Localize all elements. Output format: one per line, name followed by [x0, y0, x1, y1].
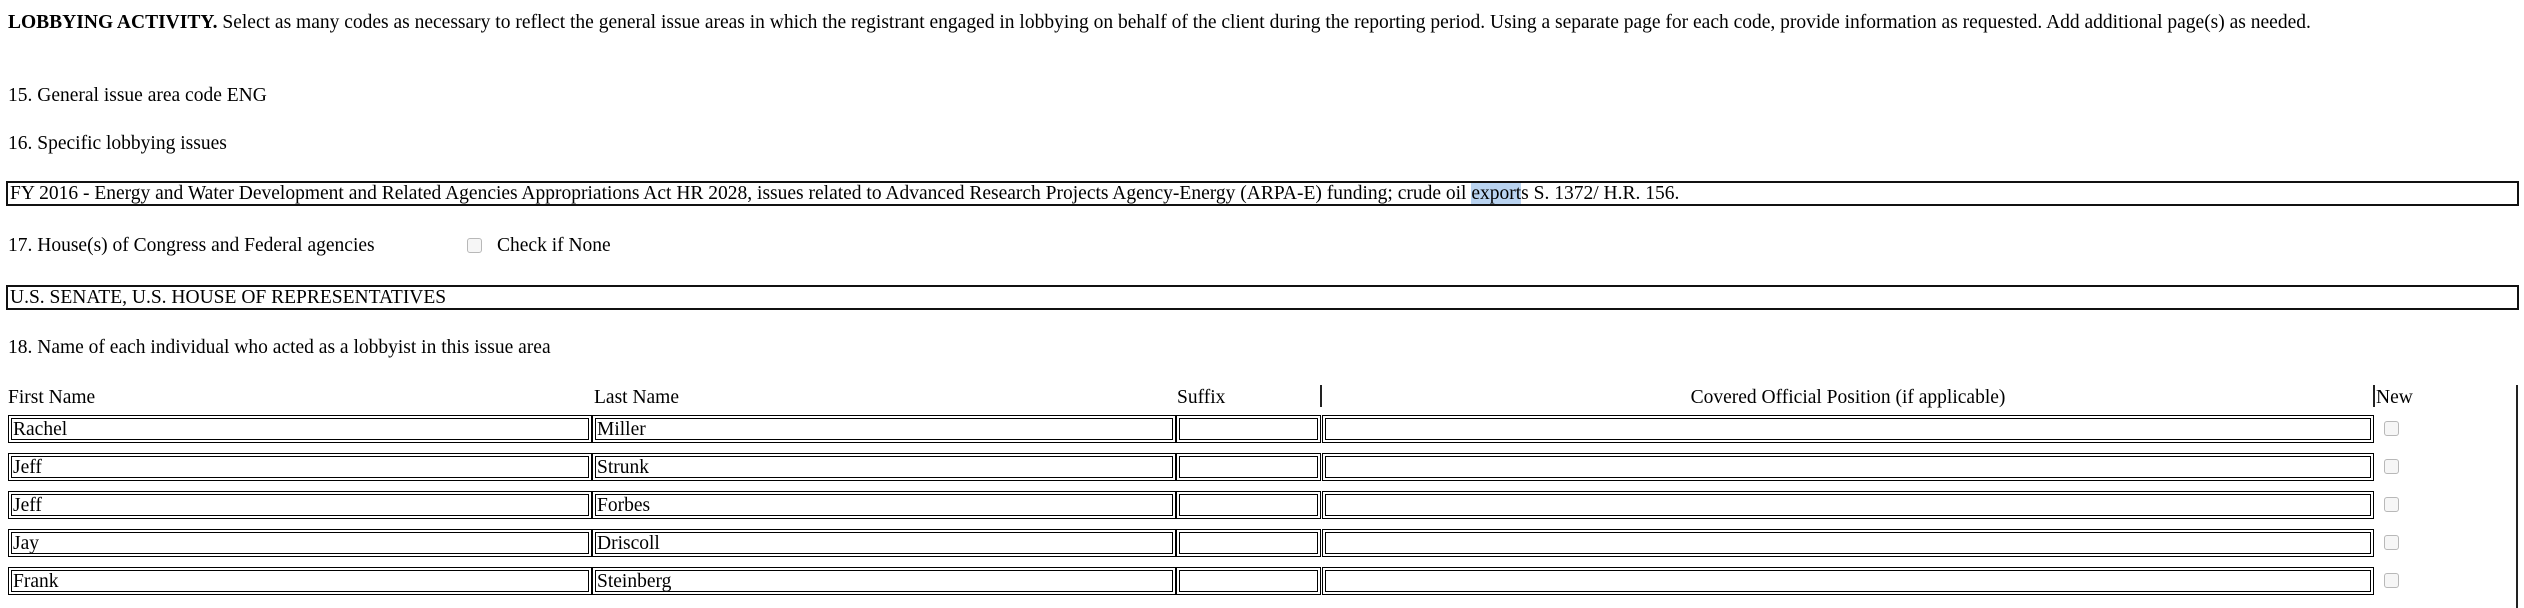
- table-right-border: [2516, 385, 2518, 608]
- first-name-field[interactable]: Frank: [8, 567, 592, 595]
- last-name-field[interactable]: Steinberg: [592, 567, 1176, 595]
- new-checkbox[interactable]: [2384, 459, 2399, 474]
- covered-position-field[interactable]: [1322, 415, 2374, 443]
- houses-agencies-label: 17. House(s) of Congress and Federal agencies: [8, 235, 375, 256]
- covered-position-field[interactable]: [1322, 453, 2374, 481]
- houses-agencies-value: U.S. SENATE, U.S. HOUSE OF REPRESENTATIVES: [10, 287, 447, 308]
- covered-position-field[interactable]: [1322, 529, 2374, 557]
- first-name-field[interactable]: Jay: [8, 529, 592, 557]
- check-if-none-checkbox[interactable]: [467, 238, 482, 253]
- new-checkbox[interactable]: [2384, 421, 2399, 436]
- col-new: New: [2376, 387, 2413, 408]
- new-checkbox[interactable]: [2384, 573, 2399, 588]
- col-covered-official-position: Covered Official Position (if applicable): [1690, 387, 2006, 408]
- col-last-name: Last Name: [594, 387, 680, 408]
- last-name-field[interactable]: Miller: [592, 415, 1176, 443]
- general-issue-area-code-label: 15. General issue area code ENG: [8, 85, 267, 106]
- suffix-field[interactable]: [1176, 415, 1321, 443]
- issues-text-selected: export: [1471, 183, 1522, 204]
- new-checkbox[interactable]: [2384, 497, 2399, 512]
- issues-text-part2: s S. 1372/ H.R. 156.: [1521, 183, 1680, 204]
- col-first-name: First Name: [8, 387, 96, 408]
- first-name-field[interactable]: Rachel: [8, 415, 592, 443]
- col-suffix: Suffix: [1177, 387, 1226, 408]
- header-divider: [1320, 385, 1322, 407]
- specific-lobbying-issues-field[interactable]: [6, 181, 2519, 206]
- suffix-field[interactable]: [1176, 567, 1321, 595]
- lobbyists-label: 18. Name of each individual who acted as a lobbyist in this issue area: [8, 337, 551, 358]
- issues-text-part1: FY 2016 - Energy and Water Development and Related Agencies Appropriations Act HR 2028, issues related to Advanced Research Projects Agency-Energy (ARPA-E) funding; crude oil: [10, 183, 1472, 204]
- last-name-field[interactable]: Forbes: [592, 491, 1176, 519]
- suffix-field[interactable]: [1176, 529, 1321, 557]
- covered-position-field[interactable]: [1322, 567, 2374, 595]
- suffix-field[interactable]: [1176, 453, 1321, 481]
- specific-lobbying-issues-label: 16. Specific lobbying issues: [8, 133, 227, 154]
- check-if-none-label: Check if None: [497, 235, 611, 256]
- intro-text: Select as many codes as necessary to reflect the general issue areas in which the registrant engaged in lobbying on behalf of the client during the reporting period. Using a separate page for each code, provide information as requested. Add additional page(s) as needed.: [217, 12, 2311, 33]
- last-name-field[interactable]: Strunk: [592, 453, 1176, 481]
- last-name-field[interactable]: Driscoll: [592, 529, 1176, 557]
- intro-heading: LOBBYING ACTIVITY.: [8, 12, 218, 33]
- first-name-field[interactable]: Jeff: [8, 491, 592, 519]
- suffix-field[interactable]: [1176, 491, 1321, 519]
- new-checkbox[interactable]: [2384, 535, 2399, 550]
- houses-agencies-field[interactable]: [6, 285, 2519, 310]
- lobbying-activity-intro: [8, 10, 2508, 35]
- covered-position-field[interactable]: [1322, 491, 2374, 519]
- first-name-field[interactable]: Jeff: [8, 453, 592, 481]
- header-divider: [2373, 385, 2375, 407]
